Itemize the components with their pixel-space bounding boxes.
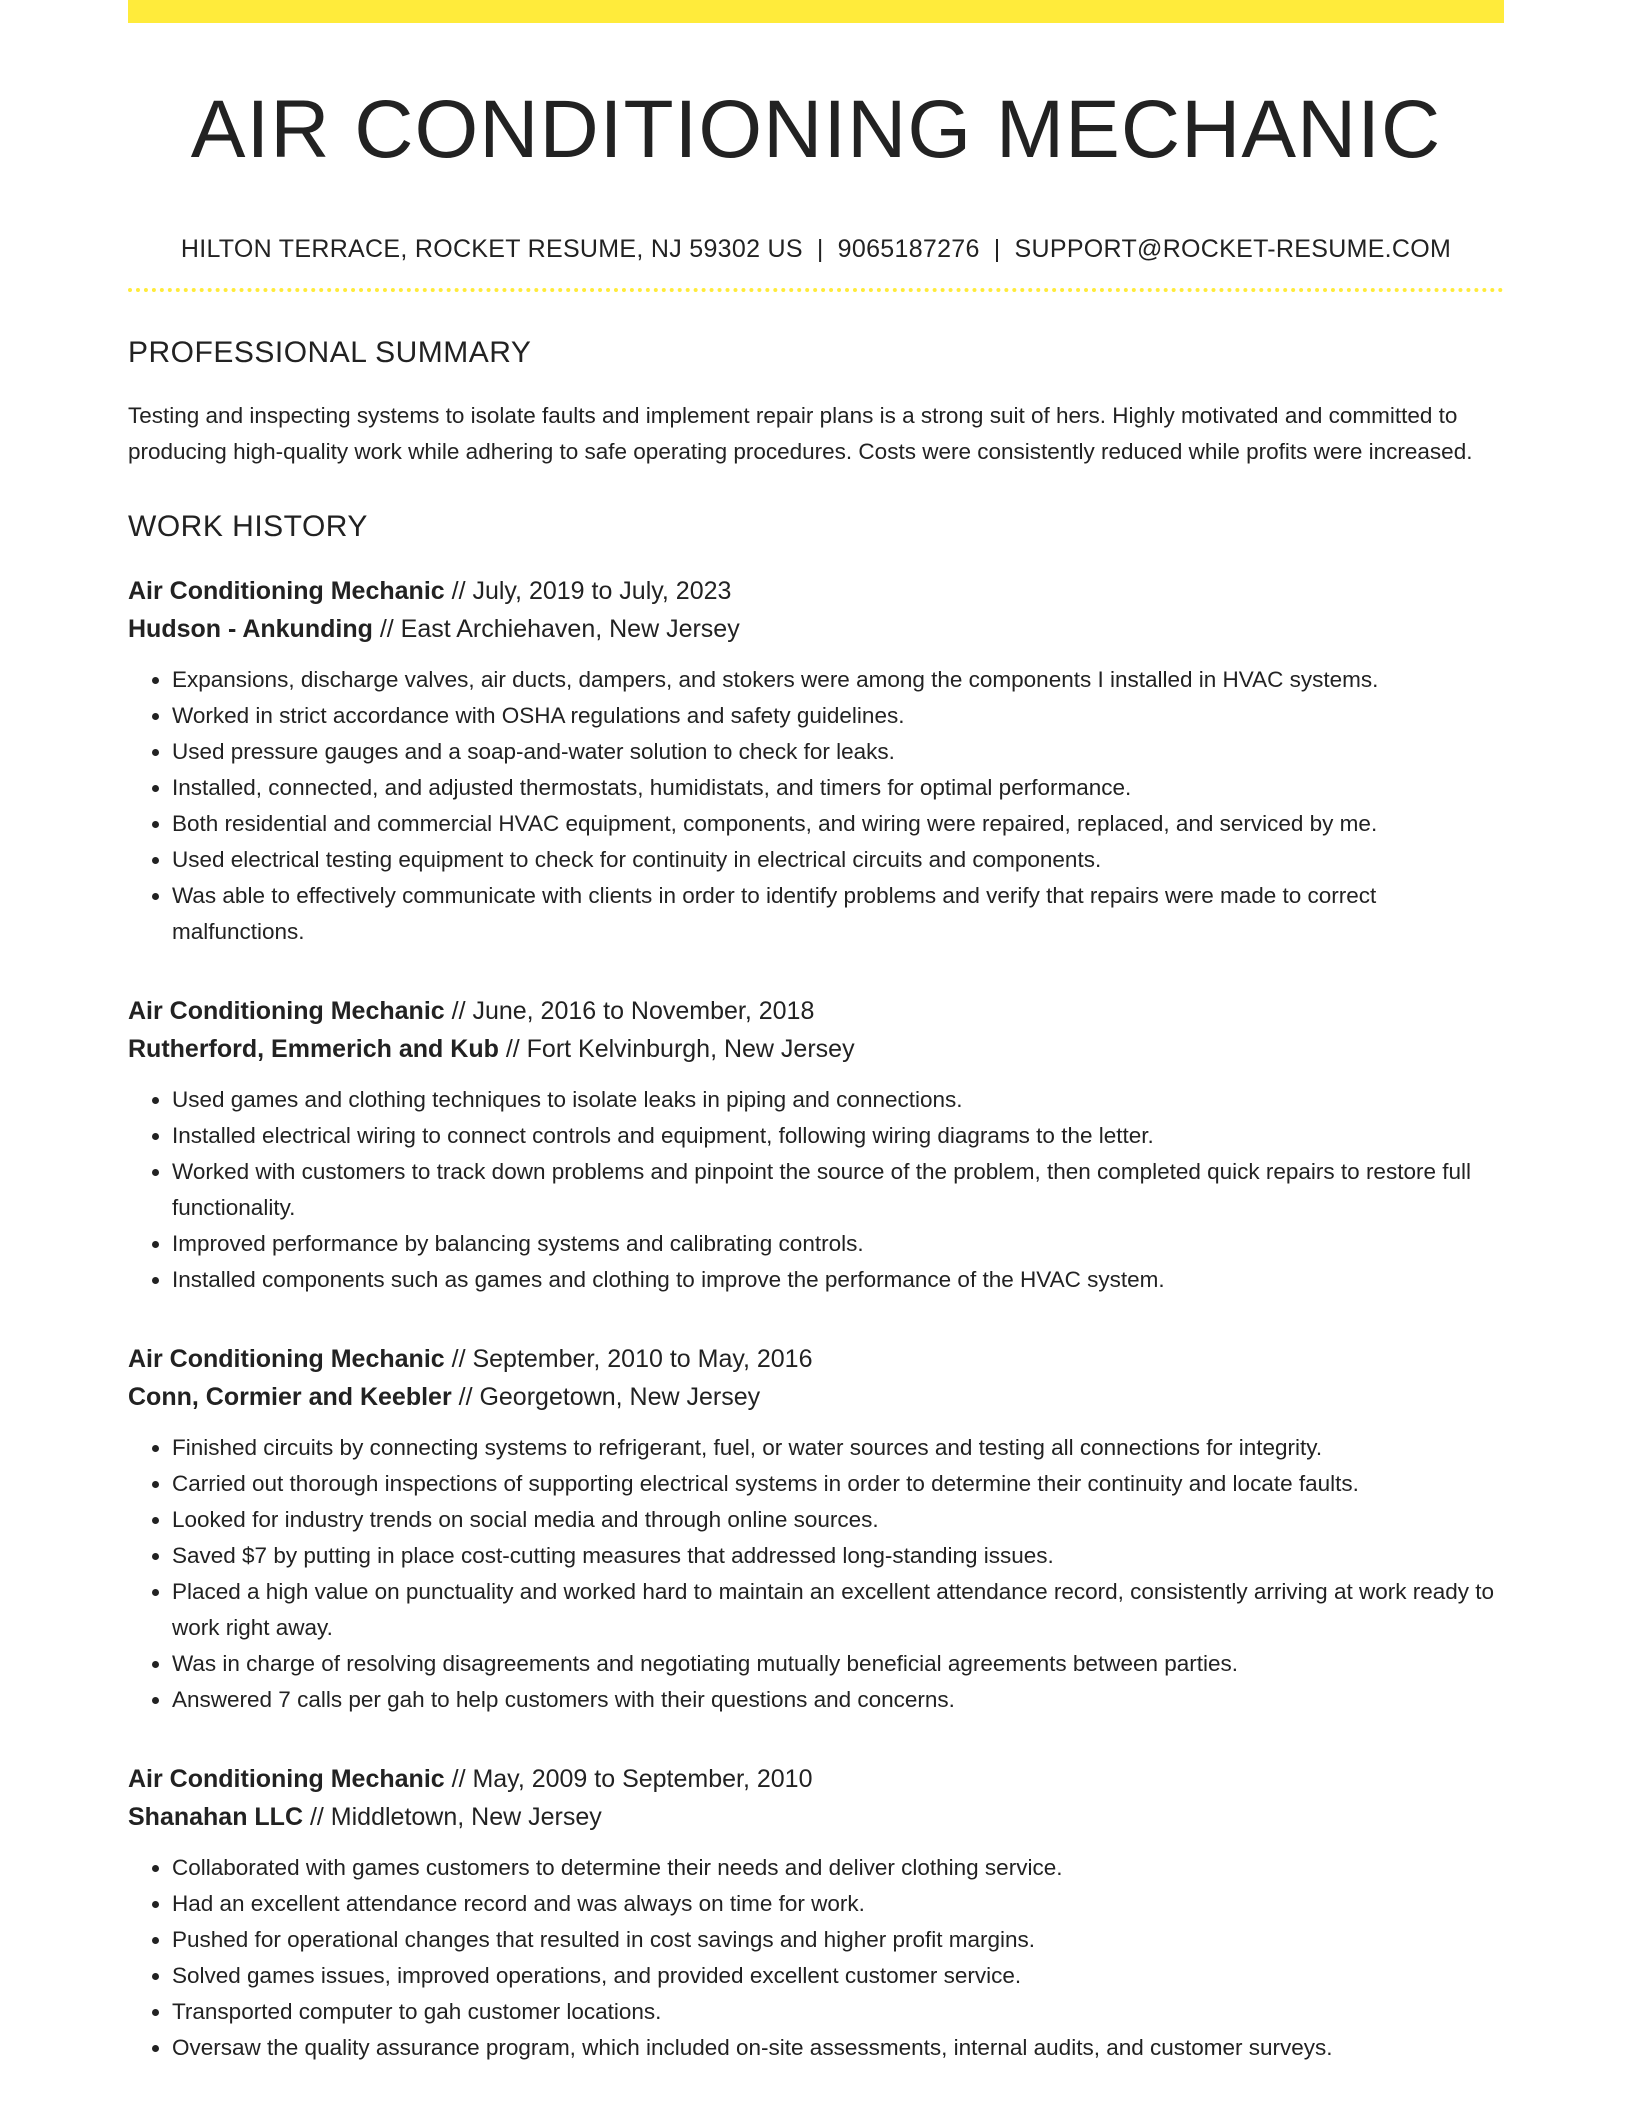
job-dates: // May, 2009 to September, 2010: [444, 1765, 813, 1794]
dotted-divider: [128, 288, 1504, 292]
contact-line: [128, 235, 1504, 264]
job-company-line: [128, 610, 1504, 648]
job-company: Shanahan LLC: [128, 1803, 304, 1832]
job-title-line: [128, 992, 1504, 1030]
job-bullet: • Was in charge of resolving disagreements and negotiating mutually beneficial agreements between parties.: [172, 1646, 1504, 1682]
job-bullet: • Worked with customers to track down problems and pinpoint the source of the problem, then completed quick repairs to restore full functionality.: [172, 1154, 1504, 1226]
summary-text: Testing and inspecting systems to isolate faults and implement repair plans is a strong suit of hers. Highly motivated and committed to producing high-quality work while adhering to safe operating procedures. Costs were consistently reduced while profits were increased.: [128, 403, 1473, 465]
job-bullet: • Installed electrical wiring to connect controls and equipment, following wiring diagrams to the letter.: [172, 1118, 1504, 1154]
job-bullets: [128, 662, 1504, 950]
job-bullet: • Transported computer to gah customer locations.: [172, 1994, 1504, 2030]
job-bullets: [128, 1430, 1504, 1718]
job-company-line: [128, 1798, 1504, 1836]
job-dates: // September, 2010 to May, 2016: [444, 1345, 813, 1374]
work-history-heading: WORK HISTORY: [128, 510, 368, 544]
job-company-line: [128, 1378, 1504, 1416]
job-location: // Fort Kelvinburgh, New Jersey: [498, 1035, 855, 1064]
job-role: Air Conditioning Mechanic: [128, 1765, 445, 1794]
contact-separator: |: [993, 235, 1001, 264]
job-bullet: • Pushed for operational changes that resulted in cost savings and higher profit margins.: [172, 1922, 1504, 1958]
job-bullet: • Installed, connected, and adjusted thermostats, humidistats, and timers for optimal performance.: [172, 770, 1504, 806]
job-company: Conn, Cormier and Keebler: [128, 1383, 452, 1412]
job-title-line: [128, 1340, 1504, 1378]
job-dates: // July, 2019 to July, 2023: [444, 577, 732, 606]
job-bullet: • Solved games issues, improved operations, and provided excellent customer service.: [172, 1958, 1504, 1994]
job-bullet: • Answered 7 calls per gah to help customers with their questions and concerns.: [172, 1682, 1504, 1718]
job-bullet: • Was able to effectively communicate with clients in order to identify problems and verify that repairs were made to correct malfunctions.: [172, 878, 1504, 950]
job-dates: // June, 2016 to November, 2018: [444, 997, 815, 1026]
job-bullet: • Improved performance by balancing systems and calibrating controls.: [172, 1226, 1504, 1262]
contact-separator: |: [816, 235, 824, 264]
candidate-name: AIR CONDITIONING MECHANIC: [190, 84, 1442, 175]
job-bullet: • Oversaw the quality assurance program, which included on-site assessments, internal audits, and customer surveys.: [172, 2030, 1504, 2066]
job-bullet: • Placed a high value on punctuality and worked hard to maintain an excellent attendance record, consistently arriving at work ready to work right away.: [172, 1574, 1504, 1646]
job-entry: [128, 572, 1504, 950]
job-bullets: [128, 1082, 1504, 1298]
job-bullet: • Worked in strict accordance with OSHA regulations and safety guidelines.: [172, 698, 1504, 734]
job-title-line: [128, 572, 1504, 610]
summary-heading: PROFESSIONAL SUMMARY: [128, 336, 532, 370]
job-bullet: • Saved $7 by putting in place cost-cutting measures that addressed long-standing issues.: [172, 1538, 1504, 1574]
job-role: Air Conditioning Mechanic: [128, 577, 445, 606]
job-bullet: • Used games and clothing techniques to isolate leaks in piping and connections.: [172, 1082, 1504, 1118]
job-location: // Georgetown, New Jersey: [451, 1383, 761, 1412]
job-entry: [128, 1340, 1504, 1718]
job-entry: [128, 992, 1504, 1298]
job-bullet: • Installed components such as games and clothing to improve the performance of the HVAC system.: [172, 1262, 1504, 1298]
job-entry: [128, 1760, 1504, 2066]
job-bullet: • Looked for industry trends on social media and through online sources.: [172, 1502, 1504, 1538]
accent-bar: [128, 0, 1504, 23]
job-location: // East Archiehaven, New Jersey: [372, 615, 740, 644]
job-role: Air Conditioning Mechanic: [128, 997, 445, 1026]
job-bullet: • Expansions, discharge valves, air ducts, dampers, and stokers were among the components I installed in HVAC systems.: [172, 662, 1504, 698]
contact-address: HILTON TERRACE, ROCKET RESUME, NJ 59302 US: [180, 235, 803, 264]
job-bullet: • Carried out thorough inspections of supporting electrical systems in order to determine their continuity and locate faults.: [172, 1466, 1504, 1502]
job-title-line: [128, 1760, 1504, 1798]
contact-phone: 9065187276: [837, 235, 980, 264]
job-bullet: • Had an excellent attendance record and was always on time for work.: [172, 1886, 1504, 1922]
job-bullet: • Used pressure gauges and a soap-and-water solution to check for leaks.: [172, 734, 1504, 770]
job-bullet: • Collaborated with games customers to determine their needs and deliver clothing service.: [172, 1850, 1504, 1886]
job-company-line: [128, 1030, 1504, 1068]
contact-email: SUPPORT@ROCKET-RESUME.COM: [1014, 235, 1452, 264]
job-company: Hudson - Ankunding: [128, 615, 373, 644]
resume-page: [128, 0, 1504, 2066]
job-location: // Middletown, New Jersey: [303, 1803, 602, 1832]
job-bullet: • Finished circuits by connecting systems to refrigerant, fuel, or water sources and testing all connections for integrity.: [172, 1430, 1504, 1466]
job-bullet: • Used electrical testing equipment to check for continuity in electrical circuits and components.: [172, 842, 1504, 878]
job-company: Rutherford, Emmerich and Kub: [128, 1035, 499, 1064]
job-role: Air Conditioning Mechanic: [128, 1345, 445, 1374]
job-bullet: • Both residential and commercial HVAC equipment, components, and wiring were repaired, replaced, and serviced by me.: [172, 806, 1504, 842]
job-bullets: [128, 1850, 1504, 2066]
